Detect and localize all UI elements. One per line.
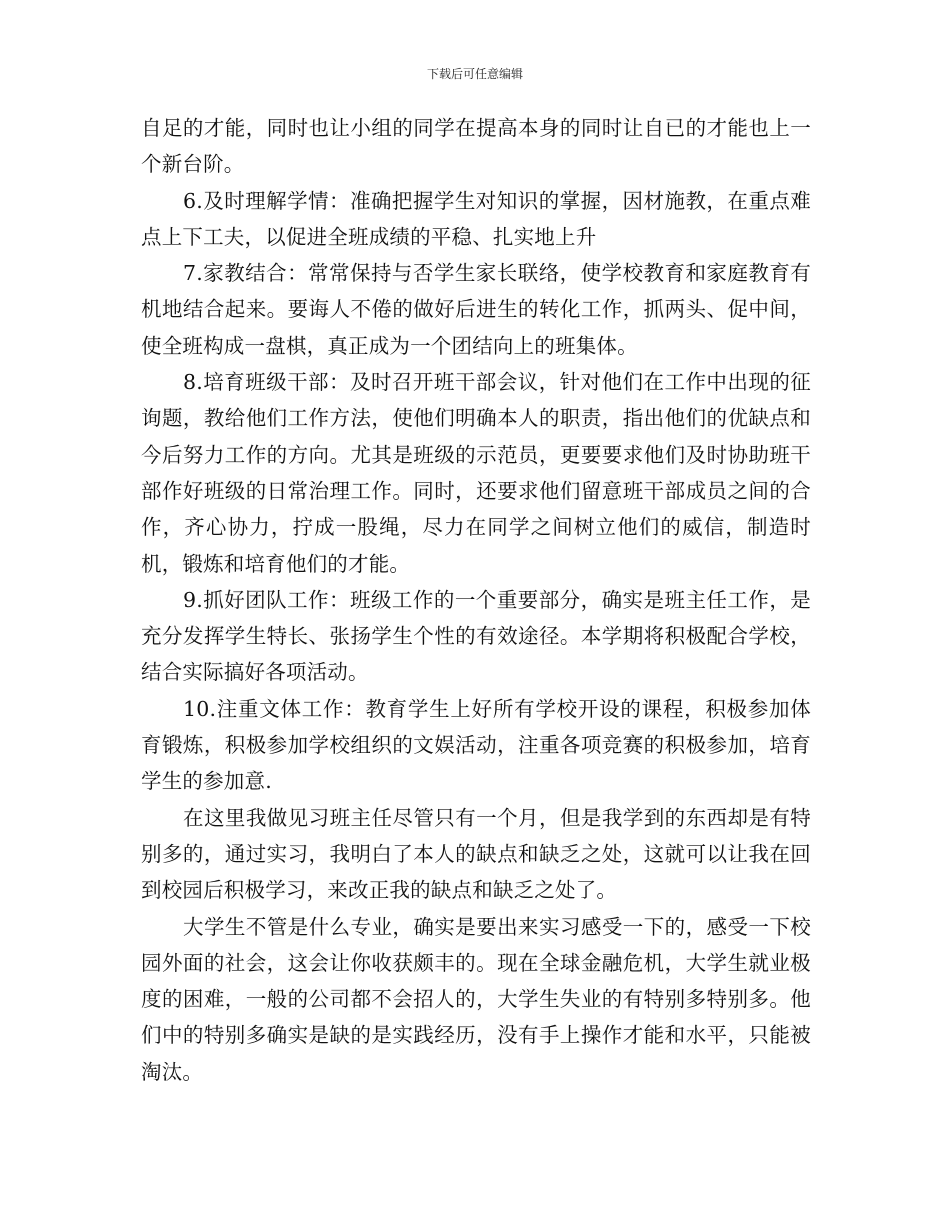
paragraph-item-8: 8.培育班级干部：及时召开班干部会议，针对他们在工作中出现的征询题，教给他们工作方法，使他们明确本人的职责，指出他们的优缺点和今后努力工作的方向。尤其是班级的示范员，更要要求他们及时协助班干部作好班级的日常治理工作。同时，还要求他们留意班干部成员之间的合作，齐心协力，拧成一股绳，尽力在同学之间树立他们的威信，制造时机，锻炼和培育他们的才能。 bbox=[141, 370, 811, 576]
paragraph-internship-reflection: 在这里我做见习班主任尽管只有一个月，但是我学到的东西却是有特别多的，通过实习，我明白了本人的缺点和缺乏之处，这就可以让我在回到校园后积极学习，来改正我的缺点和缺乏之处了。 bbox=[141, 805, 811, 903]
page-header: 下载后可任意编辑 bbox=[426, 67, 523, 81]
paragraph-item-10: 10.注重文体工作：教育学生上好所有学校开设的课程，积极参加体育锻炼，积极参加学校组织的文娱活动，注重各项竞赛的积极参加，培育学生的参加意. bbox=[141, 696, 811, 794]
paragraph-continuation: 自足的才能，同时也让小组的同学在提高本身的同时让自已的才能也上一个新台阶。 bbox=[141, 116, 811, 177]
document-body bbox=[141, 110, 811, 1090]
paragraph-item-7: 7.家教结合：常常保持与否学生家长联络，使学校教育和家庭教育有机地结合起来。要诲人不倦的做好后进生的转化工作，抓两头、促中间，使全班构成一盘棋，真正成为一个团结向上的班集体。 bbox=[141, 261, 811, 358]
paragraph-student-practice: 大学生不管是什么专业，确实是要出来实习感受一下的，感受一下校园外面的社会，这会让你收获颇丰的。现在全球金融危机，大学生就业极度的困难，一般的公司都不会招人的，大学生失业的有特别多特别多。他们中的特别多确实是缺的是实践经历，没有手上操作才能和水平，只能被淘汰。 bbox=[141, 914, 811, 1084]
paragraph-item-6: 6.及时理解学情：准确把握学生对知识的掌握，因材施教，在重点难点上下工夫，以促进全班成绩的平稳、扎实地上升 bbox=[141, 188, 811, 249]
paragraph-item-9: 9.抓好团队工作：班级工作的一个重要部分，确实是班主任工作，是充分发挥学生特长、张扬学生个性的有效途径。本学期将积极配合学校，结合实际搞好各项活动。 bbox=[141, 587, 811, 685]
